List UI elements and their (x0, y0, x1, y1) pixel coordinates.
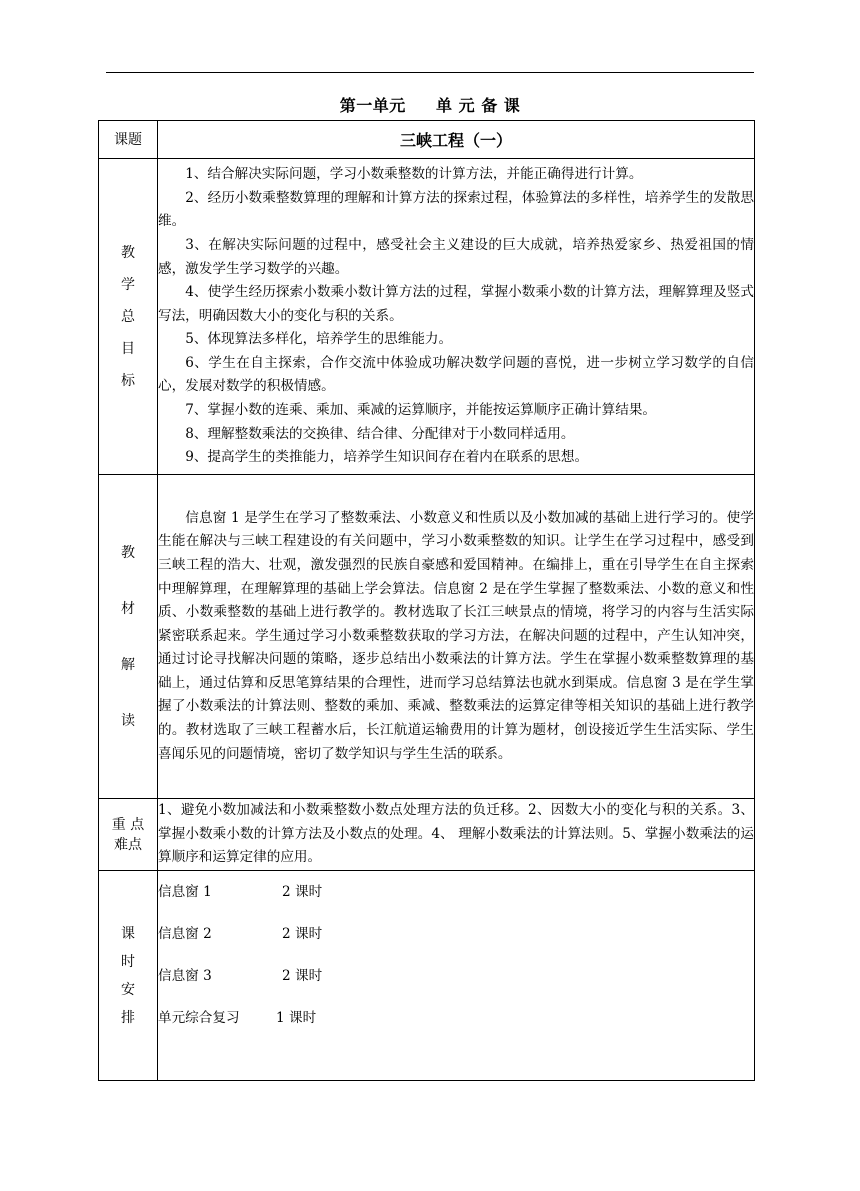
schedule-item-hours: 2 课时 (282, 968, 323, 984)
textbook-text: 信息窗 1 是学生在学习了整数乘法、小数意义和性质以及小数加减的基础上进行学习的。使学生能在解决与三峡工程建设的有关问题中，学习小数乘整数的知识。让学生在学习过程中，感受到三峡工程的浩大、壮观，激发强烈的民族自豪感和爱国精神。在编排上，重在引导学生在自主探索中理解算理，在理解算理的基础上学会算法。信息窗 2 是在学生掌握了整数乘法、小数的意义和性质、小数乘整数的基础上进行教学的。教材选取了长江三峡景点的情境，将学习的内容与生活实际紧密联系起来。学生通过学习小数乘整数获取的学习方法，在解决问题的过程中，产生认知冲突，通过讨论寻找解决问题的策略，逐步总结出小数乘法的计算方法。学生在掌握小数乘整数算理的基础上，通过估算和反思笔算结果的合理性，进而学习总结算法也就水到渠成。信息窗 3 是在学生掌握了小数乘法的计算法则、整数的乘加、乘减、整数乘法的运算定律等相关知识的基础上进行教学的。教材选取了三峡工程蓄水后，长江航道运输费用的计算为题材，创设接近学生生活实际、学生喜闻乐见的问题情境，密切了数学知识与学生生活的联系。 (158, 509, 754, 762)
topic-label: 课题 (99, 121, 158, 159)
schedule-content (158, 871, 755, 1081)
schedule-item-name: 信息窗 3 (158, 968, 212, 984)
schedule-item (158, 955, 754, 997)
goal-item: 1、结合解决实际问题，学习小数乘整数的计算方法，并能正确得进行计算。 (185, 166, 643, 183)
goal-item: 4、使学生经历探索小数乘小数计算方法的过程，掌握小数乘小数的计算方法，理解算理及竖式写法，明确因数大小的变化与积的关系。 (158, 284, 754, 324)
goal-item: 9、提高学生的类推能力，培养学生知识间存在着内在联系的思想。 (185, 449, 589, 466)
textbook-label (99, 475, 158, 799)
schedule-label-char: 排 (121, 1009, 135, 1026)
schedule-item-name: 信息窗 1 (158, 884, 212, 900)
goals-label-char: 教 (121, 244, 135, 261)
goals-label-char: 总 (121, 308, 135, 325)
goals-label (99, 159, 158, 475)
schedule-label-char: 时 (121, 953, 135, 970)
schedule-row (99, 871, 755, 1081)
textbook-content (158, 475, 755, 799)
schedule-label-char: 课 (121, 925, 135, 942)
schedule-label-char: 安 (121, 981, 135, 998)
goals-label-char: 标 (121, 372, 135, 389)
header-rule (106, 72, 754, 73)
schedule-item-hours: 2 课时 (282, 884, 323, 900)
key-points-label (99, 799, 158, 871)
goal-item: 5、体现算法多样化，培养学生的思维能力。 (185, 331, 453, 348)
goals-label-char: 学 (121, 276, 135, 293)
goals-label-char: 目 (121, 340, 135, 357)
topic-row (99, 121, 755, 159)
goal-item: 3、在解决实际问题的过程中，感受社会主义建设的巨大成就，培养热爱家乡、热爱祖国的情感，激发学生学习数学的兴趣。 (158, 236, 754, 277)
document-title: 第一单元 单 元 备 课 (339, 96, 521, 115)
schedule-item (158, 871, 754, 913)
goal-item: 8、理解整数乘法的交换律、结合律、分配律对于小数同样适用。 (185, 425, 575, 442)
schedule-item (158, 997, 754, 1039)
lesson-title: 三峡工程（一） (158, 121, 755, 159)
key-points-label-line: 重 点 (111, 816, 145, 833)
goal-item: 2、经历小数乘整数算理的理解和计算方法的探索过程，体验算法的多样性，培养学生的发散思维。 (158, 189, 754, 230)
key-points-label-line: 难点 (114, 836, 142, 853)
lesson-plan-table (98, 120, 755, 1081)
goals-content (158, 159, 755, 475)
schedule-item-name: 单元综合复习 (158, 1010, 240, 1026)
key-points-row (99, 799, 755, 871)
schedule-item-hours: 2 课时 (282, 926, 323, 942)
textbook-label-char: 读 (121, 712, 135, 729)
textbook-label-char: 材 (121, 600, 135, 617)
textbook-label-char: 解 (121, 656, 135, 673)
schedule-item (158, 913, 754, 955)
schedule-label (99, 871, 158, 1081)
textbook-row (99, 475, 755, 799)
key-points-text: 1、避免小数加减法和小数乘整数小数点处理方法的负迁移。2、因数大小的变化与积的关系。3、 掌握小数乘小数的计算方法及小数点的处理。4、 理解小数乘法的计算法则。5、掌握小数乘法的运算顺序和运算定律的应用。 (158, 802, 754, 866)
schedule-item-hours: 1 课时 (276, 1010, 317, 1026)
key-points-content (158, 799, 755, 871)
textbook-label-char: 教 (121, 544, 135, 561)
schedule-item-name: 信息窗 2 (158, 926, 212, 942)
goals-row (99, 159, 755, 475)
goal-item: 6、学生在自主探索，合作交流中体验成功解决数学问题的喜悦，进一步树立学习数学的自信心，发展对数学的积极情感。 (158, 354, 754, 395)
goal-item: 7、掌握小数的连乘、乘加、乘减的运算顺序，并能按运算顺序正确计算结果。 (185, 402, 657, 419)
